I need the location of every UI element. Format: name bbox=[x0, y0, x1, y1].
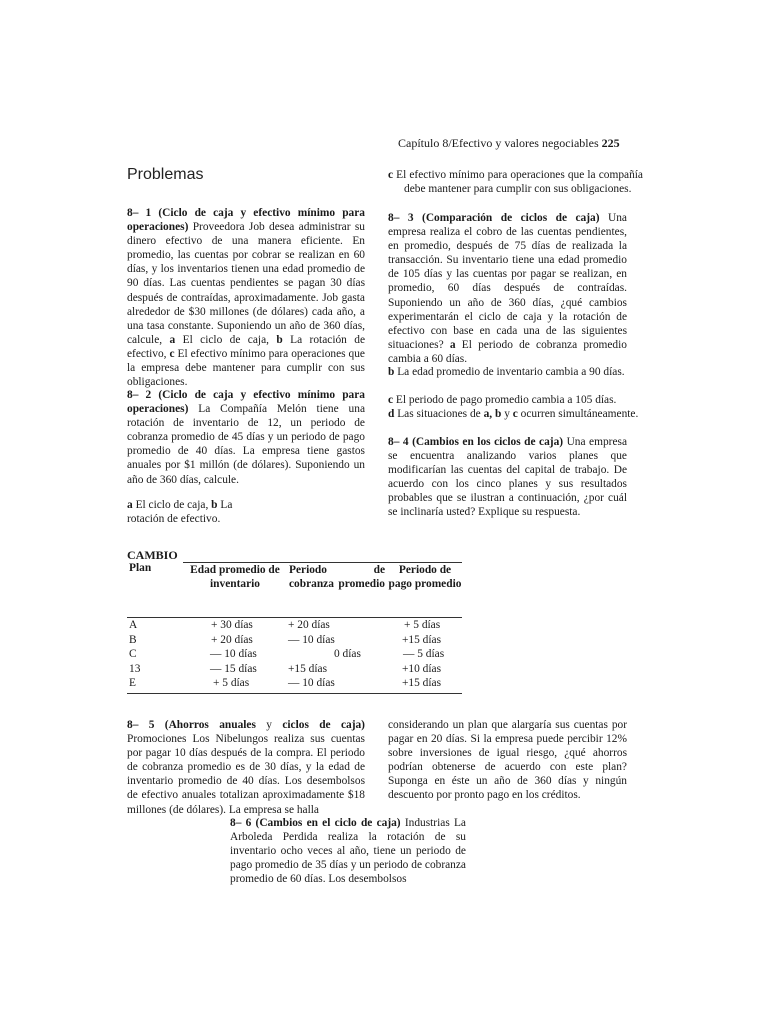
cell-inventory: — 15 días bbox=[210, 662, 257, 675]
item-letter-c: c bbox=[169, 347, 175, 360]
cell-plan: 13 bbox=[129, 662, 141, 675]
item-text-a: El ciclo de caja, bbox=[182, 333, 269, 346]
conj-y: y bbox=[504, 408, 510, 420]
item-letter-a: a bbox=[169, 333, 176, 346]
cell-plan: B bbox=[129, 633, 137, 646]
problem-title: (Cambios en los ciclos de caja) bbox=[412, 436, 564, 448]
item-text-b: La rotación de efectivo. bbox=[127, 499, 233, 526]
cell-plan: E bbox=[129, 677, 136, 690]
problem-body: La Compañía Melón tiene una rotación de inventario de 12, un periodo de cobranza promedio de 45 días y un periodo de pago promedio de 40 días. La empresa tiene gastos anuales por $1 millón (de dólares). Suponiendo un año de 360 días, calcule. bbox=[127, 403, 366, 486]
item-text-d-post: ocurren simultáneamente. bbox=[520, 408, 639, 420]
cell-payment: +15 días bbox=[402, 633, 442, 646]
problem-number: 8– 1 bbox=[127, 207, 152, 219]
table-bottom-rule bbox=[127, 693, 462, 694]
item-letter-a: a bbox=[127, 499, 133, 511]
problem-body: Una empresa realiza el cobro de las cuentas pendientes, en promedio, después de 75 días de realizada la transacción. Su inventario tiene una edad promedio de 105 días y las cuentas por pagar se realizan, en promedio, 60 días después de contraídas. Suponiendo un año de 360 días, ¿qué cambios experimentarán el ciclo de caja y la rotación de efectivo con base en cada una de las siguientes situaciones? bbox=[388, 212, 627, 351]
table-row bbox=[127, 633, 467, 648]
item-letter-d: d bbox=[388, 408, 395, 420]
item-letter-c: c bbox=[388, 169, 394, 181]
problem-title: (Comparación de ciclos de caja) bbox=[422, 212, 600, 224]
problem-body: Industrias La Arboleda Perdida realiza la rotación de su inventario ocho veces al año, tiene un periodo de pago promedio de 35 días y un periodo de cobranza promedio de 60 días. Los desembolsos bbox=[230, 817, 466, 886]
cell-collection: +15 días bbox=[288, 662, 328, 675]
chapter-title: Capítulo 8/Efectivo y valores negociables bbox=[398, 136, 599, 150]
problem-number: 8– 6 bbox=[230, 817, 252, 829]
problem-2-items bbox=[127, 498, 247, 526]
running-header bbox=[398, 136, 638, 151]
problem-2 bbox=[127, 388, 365, 487]
problem-title: (Ciclo de caja y efectivo mínimo para operaciones) bbox=[127, 389, 365, 416]
cell-payment: +10 días bbox=[402, 662, 442, 675]
item-letter-b: b bbox=[211, 499, 218, 511]
problem-6 bbox=[230, 816, 466, 886]
table-row bbox=[127, 618, 467, 633]
item-text-b: La edad promedio de inventario cambia a 90 días. bbox=[397, 366, 625, 378]
problem-4 bbox=[388, 435, 627, 520]
item-text-c: El efectivo mínimo para operaciones que la empresa debe mantener para cumplir con sus obligaciones. bbox=[127, 347, 365, 389]
problem-number: 8– 5 bbox=[127, 719, 155, 731]
cell-plan: A bbox=[129, 619, 138, 631]
cell-payment: — 5 días bbox=[403, 648, 445, 661]
cell-collection: — 10 días bbox=[288, 677, 335, 690]
table-caption: CAMBIO bbox=[127, 548, 178, 562]
cell-inventory: — 10 días bbox=[210, 648, 257, 661]
page-number: 225 bbox=[601, 136, 620, 150]
table-header-payment: Periodo de pago promedio bbox=[388, 564, 462, 590]
table-row bbox=[127, 647, 467, 662]
problem-body: Promociones Los Nibelungos realiza sus cuentas por pagar 10 días después de la compra. El periodo de cobranza promedio es de 30 días, y la edad de inventario promedio de 40 días. Los desembolsos de efectivo anuales totalizan aproximadamente $18 millones (de dólares). La empresa se halla bbox=[127, 733, 365, 816]
item-text-b: La rotación de efectivo, bbox=[127, 333, 366, 360]
ref-b: b bbox=[494, 408, 502, 420]
table-header-inventory: Edad promedio de inventario bbox=[190, 564, 280, 590]
problem-number: 8– 4 bbox=[388, 436, 409, 448]
cell-collection: + 20 días bbox=[288, 619, 330, 631]
problem-2-item-c bbox=[388, 168, 643, 196]
item-text-c: El efectivo mínimo para operaciones que la compañía debe mantener para cumplir con sus obligaciones. bbox=[396, 169, 643, 196]
item-letter-a: a bbox=[449, 338, 456, 351]
cell-plan: C bbox=[129, 648, 137, 661]
item-letter-b: b bbox=[388, 366, 395, 378]
cell-inventory: + 20 días bbox=[211, 633, 253, 646]
problem-1 bbox=[127, 206, 365, 389]
cell-payment: +15 días bbox=[402, 677, 442, 690]
problem-title-conj: y bbox=[266, 719, 272, 731]
problem-title: (Ahorros anuales bbox=[164, 719, 256, 731]
item-text-a: El periodo de cobranza promedio cambia a 60 días. bbox=[388, 338, 627, 365]
problem-body: Proveedora Job desea administrar su dinero efectivo de una manera eficiente. En promedio, las cuentas por cobrar se realizan en 60 días, y los inventarios tienen una edad promedio de 90 días. Las cuentas pendientes se pagan 30 días después de contraídas, aproximadamente. Job gasta alrededor de $30 millones (de dólares) cada año, a una tasa constante. Suponiendo un año de 360 días, calcule, bbox=[127, 221, 365, 346]
table-row bbox=[127, 676, 467, 691]
table-row bbox=[127, 662, 467, 677]
cell-collection: 0 días bbox=[334, 648, 361, 661]
problem-3-item-b bbox=[388, 365, 643, 379]
cell-inventory: + 30 días bbox=[211, 619, 253, 631]
table-header-collection: Periodo de cobranza promedio bbox=[289, 564, 385, 590]
problem-number: 8– 2 bbox=[127, 389, 152, 401]
problem-3-item-d bbox=[388, 407, 643, 421]
ref-a: a, bbox=[483, 408, 493, 420]
problem-title: (Ciclo de caja y efectivo mínimo para operaciones) bbox=[127, 207, 365, 234]
problem-title: (Cambios en el ciclo de caja) bbox=[255, 817, 401, 829]
problem-title: ciclos de caja) bbox=[282, 719, 365, 731]
problem-body: Una empresa se encuentra analizando varios planes que modificarían las cuentas del capital de trabajo. De acuerdo con los cinco planes y sus resultados probables que se ilustran a continuación, ¿por cuál se inclinaría usted? Explique su respuesta. bbox=[388, 436, 627, 519]
table-header-plan: Plan bbox=[129, 562, 152, 574]
cell-inventory: + 5 días bbox=[213, 677, 250, 690]
item-text-a: El ciclo de caja, bbox=[135, 499, 209, 511]
item-text-d-pre: Las situaciones de bbox=[397, 408, 481, 420]
table-body bbox=[127, 618, 467, 691]
cell-payment: + 5 días bbox=[404, 619, 441, 631]
item-letter-b: b bbox=[276, 333, 283, 346]
problem-5-continued: considerando un plan que alargaría sus cuentas por pagar en 20 días. Si la empresa puede percibir 12% sobre inversiones de igual riesgo, ¿qué ahorros podrían obtenerse de acuerdo con este plan? Suponga en éste un año de 360 días y ningún descuento por pronto pago en los créditos. bbox=[388, 719, 627, 802]
ref-c: c bbox=[512, 408, 518, 420]
problem-3-item-c bbox=[388, 393, 643, 407]
problem-number: 8– 3 bbox=[388, 212, 414, 224]
cell-collection: — 10 días bbox=[288, 633, 335, 646]
section-title: Problemas bbox=[127, 166, 204, 183]
problem-5 bbox=[127, 718, 365, 817]
item-letter-c: c bbox=[388, 394, 394, 406]
problem-3 bbox=[388, 211, 627, 366]
item-text-c: El periodo de pago promedio cambia a 105 días. bbox=[395, 394, 617, 406]
